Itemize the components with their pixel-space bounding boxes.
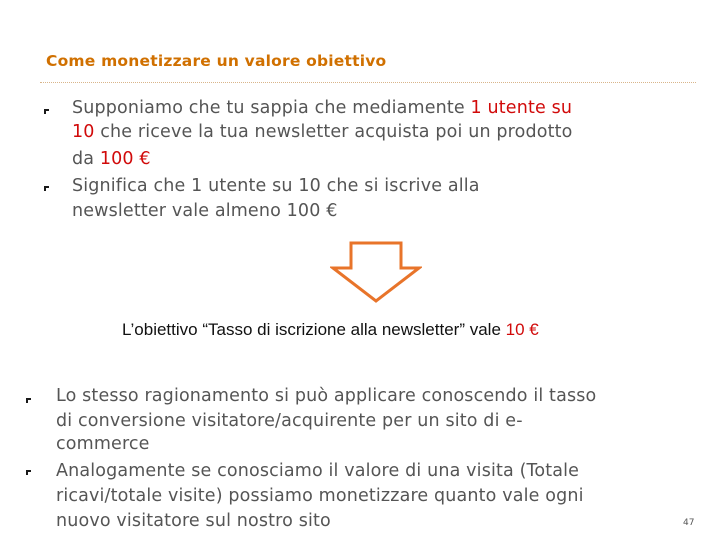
bullet-2-line-2: newsletter vale almeno 100 € [72, 201, 338, 221]
bullet-marker-icon [26, 398, 31, 403]
down-arrow-icon [330, 240, 422, 304]
bullet-2-line-1: Significa che 1 utente su 10 che si iscrive alla [72, 176, 480, 196]
kpi-statement: L’obiettivo “Tasso di iscrizione alla newsletter” vale 10 € [122, 320, 539, 339]
bullet-4-line-1: Analogamente se conosciamo il valore di una visita (Totale [56, 461, 580, 481]
bullet-marker-icon [26, 470, 31, 475]
bullet-1-line-1: Supponiamo che tu sappia che mediamente 1 utente su [72, 98, 573, 118]
bullet-marker-icon [44, 109, 49, 114]
bullet-3-line-3: commerce [56, 434, 150, 454]
bullet-1-line-3: da 100 € [72, 149, 151, 169]
slide-title: Come monetizzare un valore obiettivo [46, 52, 387, 70]
bullet-3-line-2: di conversione visitatore/acquirente per un sito di e- [56, 411, 523, 431]
page-number: 47 [683, 518, 695, 528]
bullet-marker-icon [44, 186, 49, 191]
title-divider [40, 82, 696, 83]
bullet-1-line-2: 10 che riceve la tua newsletter acquista poi un prodotto [72, 122, 573, 142]
bullet-4-line-2: ricavi/totale visite) possiamo monetizzare quanto vale ogni [56, 486, 584, 506]
bullet-4-line-3: nuovo visitatore sul nostro sito [56, 511, 331, 531]
bullet-3-line-1: Lo stesso ragionamento si può applicare conoscendo il tasso [56, 386, 597, 406]
